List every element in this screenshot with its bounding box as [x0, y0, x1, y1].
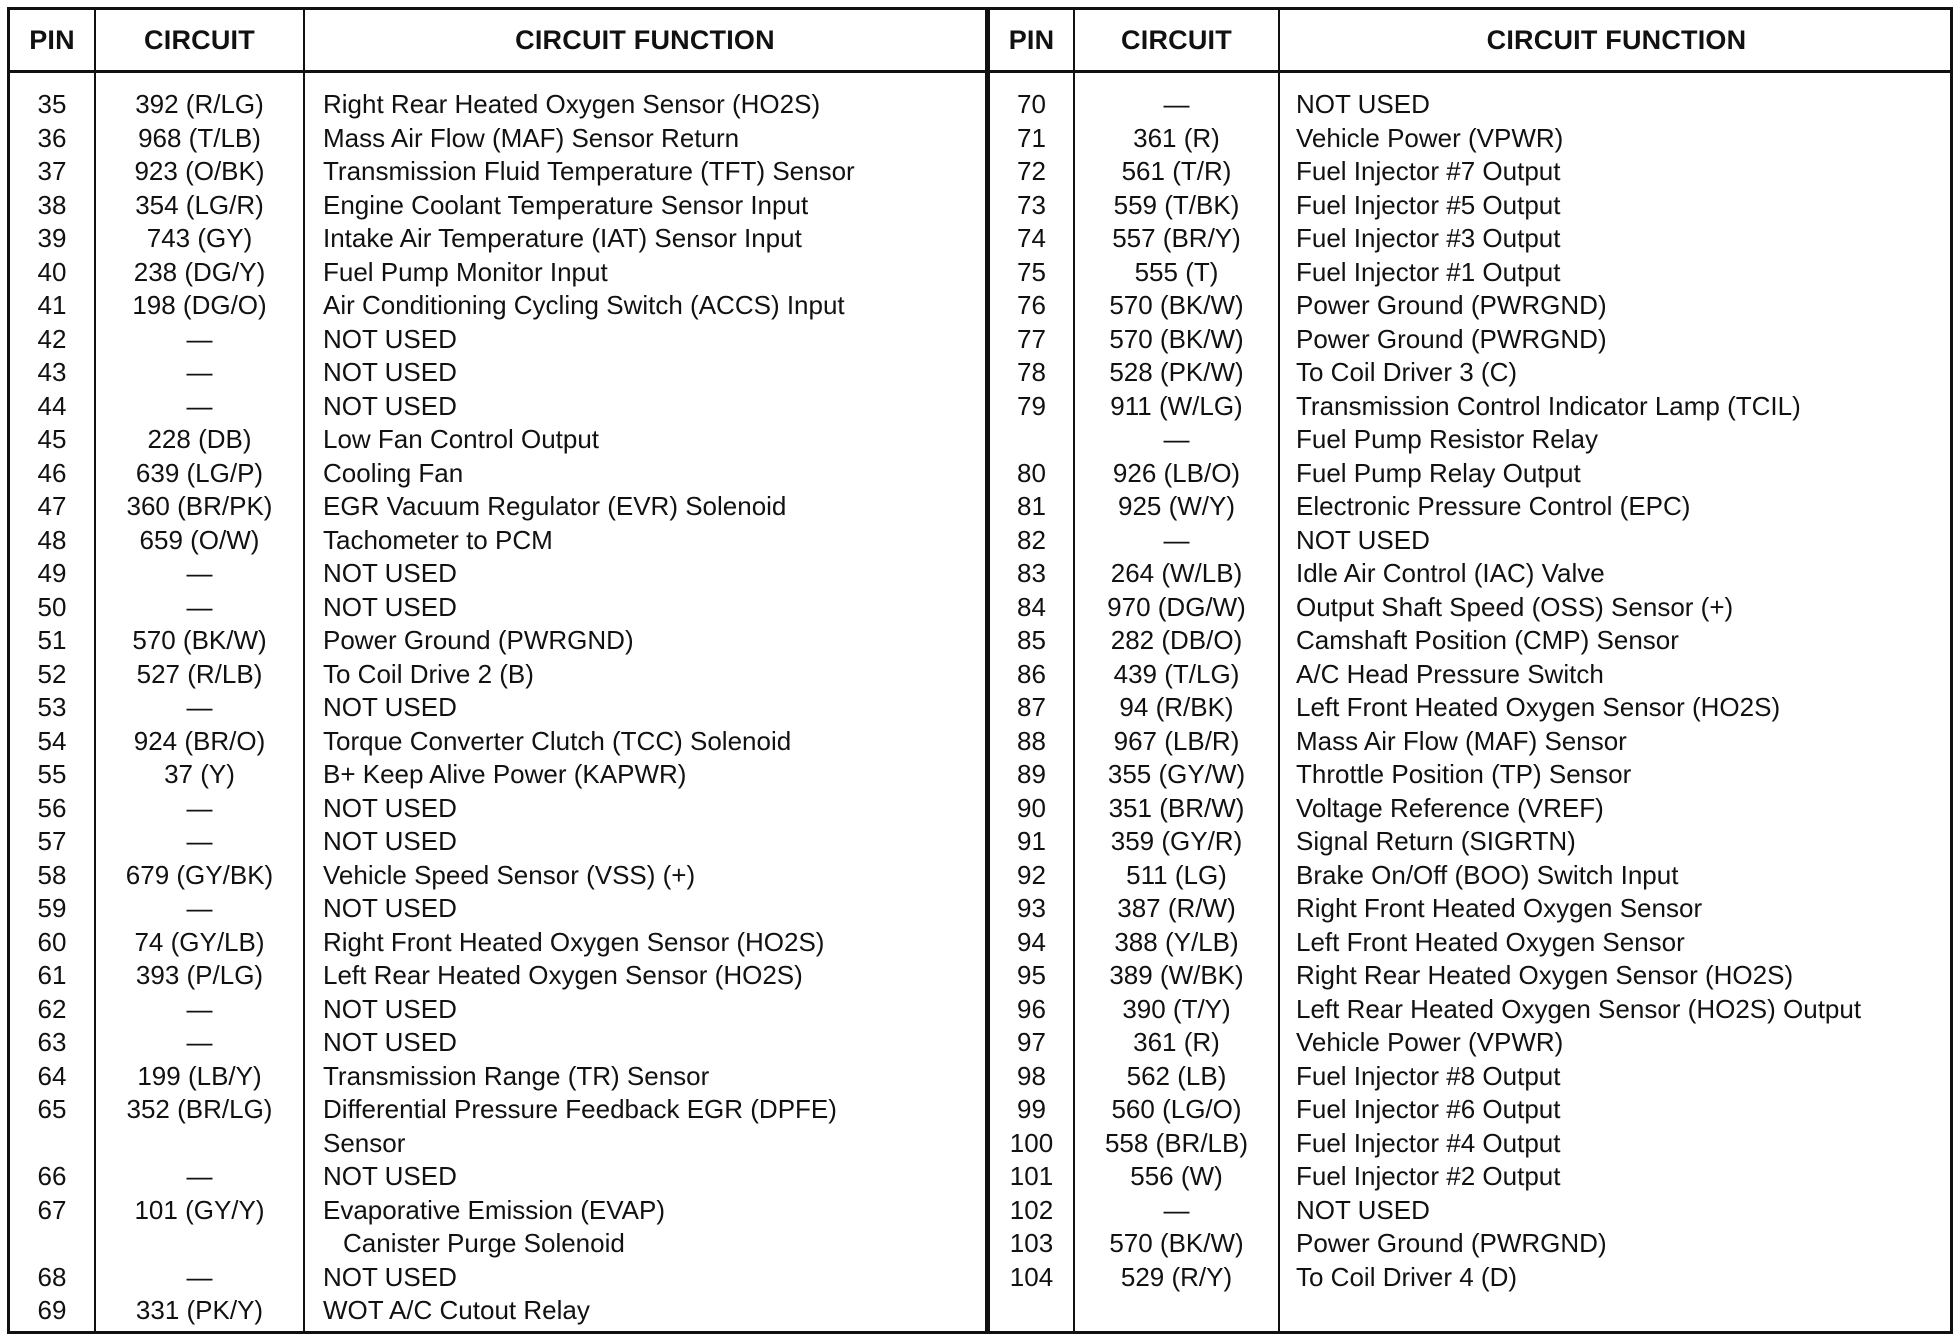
circuit-cell: 359 (GY/R) [1110, 826, 1243, 856]
function-cell: NOT USED [323, 692, 457, 722]
function-cell: To Coil Drive 2 (B) [323, 658, 534, 689]
pin-cell: 57 [37, 826, 67, 856]
circuit-cell: 389 (W/BK) [1109, 960, 1244, 990]
function-cell: Vehicle Power (VPWR) [1296, 1027, 1564, 1057]
pin-cell: 102 [1009, 1194, 1054, 1225]
circuit-cell [96, 1227, 303, 1261]
function-cell: NOT USED [323, 792, 457, 823]
circuit-cell: 743 (GY) [146, 223, 253, 253]
right-function-column [1296, 88, 1951, 1294]
function-cell: Fuel Pump Monitor Input [323, 256, 608, 287]
column-divider [1278, 10, 1280, 1331]
function-cell: NOT USED [323, 993, 457, 1024]
pin-cell: 87 [1017, 692, 1046, 722]
function-cell: NOT USED [323, 323, 457, 354]
circuit-cell: 527 (R/LB) [136, 658, 263, 689]
function-cell: Tachometer to PCM [323, 524, 553, 555]
function-cell: Fuel Pump Resistor Relay [1296, 424, 1598, 454]
circuit-cell: 561 (T/R) [1121, 156, 1232, 186]
circuit-cell: — [186, 792, 213, 823]
circuit-cell: 562 (LB) [1126, 1060, 1227, 1091]
pin-cell: 54 [37, 725, 67, 756]
pin-cell: 41 [37, 290, 67, 320]
function-cell: Camshaft Position (CMP) Sensor [1296, 625, 1679, 655]
pin-cell: 77 [1017, 323, 1046, 354]
circuit-cell: — [186, 1161, 213, 1191]
circuit-cell: 970 (DG/W) [1107, 591, 1246, 622]
pin-cell: 83 [1017, 558, 1046, 588]
function-cell: Right Front Heated Oxygen Sensor [1296, 893, 1703, 923]
header-pin-left: PIN [29, 24, 75, 55]
function-cell: Fuel Pump Relay Output [1296, 457, 1581, 488]
pin-cell: 101 [1009, 1161, 1054, 1191]
function-cell: Canister Purge Solenoid [343, 1228, 625, 1258]
function-cell: Electronic Pressure Control (EPC) [1296, 491, 1691, 521]
pin-cell: 94 [1017, 926, 1046, 957]
header-pin-right: PIN [1008, 24, 1055, 55]
pin-cell: 69 [37, 1295, 67, 1325]
circuit-cell: 511 (LG) [1126, 859, 1227, 890]
pin-cell: 80 [1017, 457, 1046, 488]
circuit-cell: 560 (LG/O) [1111, 1094, 1242, 1124]
pin-cell: 46 [37, 457, 67, 488]
function-cell: Mass Air Flow (MAF) Sensor Return [323, 122, 740, 153]
circuit-cell: 923 (O/BK) [134, 156, 265, 186]
pin-cell: 68 [37, 1261, 67, 1292]
function-cell: Air Conditioning Cycling Switch (ACCS) Input [323, 290, 845, 320]
function-cell: Fuel Injector #8 Output [1296, 1060, 1561, 1091]
circuit-cell: 388 (Y/LB) [1114, 926, 1239, 957]
circuit-cell: 529 (R/Y) [1120, 1261, 1233, 1292]
pin-cell: 91 [1017, 826, 1046, 856]
pin-cell: 47 [37, 491, 67, 521]
circuit-cell: 639 (LG/P) [135, 457, 264, 488]
pin-cell: 98 [1017, 1060, 1046, 1091]
pin-cell: 75 [1017, 256, 1046, 287]
function-cell: B+ Keep Alive Power (KAPWR) [323, 759, 687, 789]
pin-cell: 71 [1017, 122, 1046, 153]
pin-cell: 52 [37, 658, 67, 689]
circuit-cell: 264 (W/LB) [1110, 558, 1243, 588]
function-cell: NOT USED [323, 1027, 457, 1057]
circuit-cell: 659 (O/W) [139, 524, 260, 555]
function-cell: Vehicle Power (VPWR) [1296, 122, 1564, 153]
function-cell: Left Front Heated Oxygen Sensor [1296, 926, 1685, 957]
right-pin-column [990, 88, 1073, 1294]
pin-cell: 48 [37, 524, 67, 555]
circuit-cell: 387 (R/W) [1117, 893, 1236, 923]
circuit-cell: 198 (DG/O) [132, 290, 267, 320]
circuit-cell: — [186, 1261, 213, 1292]
circuit-cell: — [186, 323, 213, 354]
pin-cell: 42 [37, 323, 67, 354]
circuit-cell: 282 (DB/O) [1110, 625, 1243, 655]
circuit-cell: 354 (LG/R) [135, 189, 264, 220]
pin-cell: 72 [1017, 156, 1046, 186]
pin-cell: 70 [1017, 89, 1046, 119]
pin-cell: 53 [37, 692, 67, 722]
pin-cell: 73 [1017, 189, 1046, 220]
circuit-cell: 555 (T) [1134, 256, 1219, 287]
pin-cell: 61 [37, 960, 67, 990]
circuit-cell: 570 (BK/W) [1109, 323, 1244, 354]
circuit-cell: — [186, 1027, 213, 1057]
function-cell: A/C Head Pressure Switch [1296, 658, 1604, 689]
pin-cell [990, 423, 1073, 457]
circuit-cell: 360 (BR/PK) [126, 491, 273, 521]
pin-cell: 35 [37, 89, 67, 119]
right-circuit-column [1075, 88, 1278, 1294]
pin-cell: 85 [1017, 625, 1046, 655]
function-cell: NOT USED [323, 1161, 457, 1191]
pin-cell: 82 [1017, 524, 1046, 555]
circuit-cell: — [186, 390, 213, 421]
pin-cell: 95 [1017, 960, 1046, 990]
circuit-cell: 925 (W/Y) [1117, 491, 1236, 521]
pin-cell: 37 [37, 156, 67, 186]
function-cell: To Coil Driver 3 (C) [1296, 357, 1518, 387]
function-cell: Throttle Position (TP) Sensor [1296, 759, 1632, 789]
function-cell: Left Front Heated Oxygen Sensor (HO2S) [1296, 692, 1781, 722]
function-cell: Engine Coolant Temperature Sensor Input [323, 189, 809, 220]
function-cell: Transmission Range (TR) Sensor [323, 1060, 710, 1091]
function-cell: Left Rear Heated Oxygen Sensor (HO2S) Output [1296, 993, 1862, 1024]
function-cell: Fuel Injector #3 Output [1296, 223, 1561, 253]
function-cell: Intake Air Temperature (IAT) Sensor Input [323, 223, 802, 253]
pin-cell: 74 [1017, 223, 1046, 253]
circuit-cell: 926 (LB/O) [1112, 457, 1241, 488]
pin-cell: 56 [37, 792, 67, 823]
pin-cell: 88 [1017, 725, 1046, 756]
column-divider [303, 10, 305, 1331]
circuit-cell: — [186, 692, 213, 722]
header-function-left: CIRCUIT FUNCTION [515, 24, 775, 55]
circuit-cell: 390 (T/Y) [1122, 993, 1231, 1024]
pin-cell: 64 [37, 1060, 67, 1091]
pin-cell: 86 [1017, 658, 1046, 689]
function-cell: Cooling Fan [323, 457, 464, 488]
circuit-cell: 439 (T/LG) [1113, 658, 1240, 689]
circuit-cell: 228 (DB) [147, 424, 252, 454]
function-cell: Transmission Fluid Temperature (TFT) Sensor [323, 156, 855, 186]
header-circuit-left: CIRCUIT [144, 24, 255, 55]
circuit-cell: — [186, 993, 213, 1024]
pin-cell: 76 [1017, 290, 1046, 320]
circuit-cell: — [1163, 524, 1190, 555]
function-cell: Sensor [323, 1127, 406, 1158]
pin-cell: 93 [1017, 893, 1046, 923]
pin-cell: 40 [37, 256, 67, 287]
function-cell: To Coil Driver 4 (D) [1296, 1261, 1518, 1292]
function-cell: Power Ground (PWRGND) [1296, 290, 1607, 320]
circuit-cell: 570 (BK/W) [1109, 290, 1244, 320]
function-cell: Signal Return (SIGRTN) [1296, 826, 1576, 856]
pin-cell: 81 [1017, 491, 1046, 521]
circuit-cell [96, 1127, 303, 1161]
pin-cell: 89 [1017, 759, 1046, 789]
function-cell: NOT USED [323, 893, 457, 923]
pin-cell: 44 [37, 390, 67, 421]
function-cell: Fuel Injector #7 Output [1296, 156, 1561, 186]
function-cell: NOT USED [323, 591, 457, 622]
pin-cell: 67 [37, 1194, 67, 1225]
circuit-cell: 911 (W/LG) [1110, 390, 1243, 421]
circuit-cell: 331 (PK/Y) [135, 1295, 264, 1325]
header-rule [10, 70, 1950, 73]
circuit-cell: — [1163, 1194, 1190, 1225]
pin-cell: 39 [37, 223, 67, 253]
pin-cell: 36 [37, 122, 67, 153]
pin-cell: 92 [1017, 859, 1046, 890]
circuit-cell: — [186, 591, 213, 622]
circuit-cell: 558 (BR/LB) [1104, 1127, 1249, 1158]
function-cell: NOT USED [323, 558, 457, 588]
left-circuit-column [96, 88, 303, 1328]
circuit-cell: 924 (BR/O) [133, 725, 266, 756]
pin-table [7, 7, 1953, 1334]
function-cell: Left Rear Heated Oxygen Sensor (HO2S) [323, 960, 803, 990]
pin-cell [10, 1227, 94, 1261]
function-cell: Right Front Heated Oxygen Sensor (HO2S) [323, 926, 825, 957]
circuit-cell: 361 (R) [1133, 1027, 1220, 1057]
function-cell: Torque Converter Clutch (TCC) Solenoid [323, 725, 792, 756]
circuit-cell: 355 (GY/W) [1107, 759, 1246, 789]
pin-cell: 38 [37, 189, 67, 220]
circuit-cell: — [186, 558, 213, 588]
circuit-cell: 570 (BK/W) [132, 625, 267, 655]
pin-cell: 55 [37, 759, 67, 789]
function-cell: Voltage Reference (VREF) [1296, 792, 1604, 823]
function-cell: Transmission Control Indicator Lamp (TCIL) [1296, 390, 1801, 421]
pin-cell: 50 [37, 591, 67, 622]
circuit-cell: 556 (W) [1130, 1161, 1223, 1191]
circuit-cell: — [186, 893, 213, 923]
pin-cell: 104 [1009, 1261, 1054, 1292]
pin-cell: 51 [37, 625, 67, 655]
pin-cell: 84 [1017, 591, 1046, 622]
left-pin-column [10, 88, 94, 1328]
circuit-cell: 94 (R/BK) [1119, 692, 1234, 722]
circuit-cell: 101 (GY/Y) [134, 1194, 265, 1225]
circuit-cell: 361 (R) [1133, 122, 1220, 153]
pin-cell: 58 [37, 859, 67, 890]
pin-cell: 60 [37, 926, 67, 957]
function-cell: Fuel Injector #5 Output [1296, 189, 1561, 220]
pin-cell: 99 [1017, 1094, 1046, 1124]
function-cell: NOT USED [1296, 89, 1430, 119]
function-cell: Output Shaft Speed (OSS) Sensor (+) [1296, 591, 1734, 622]
circuit-cell: — [1163, 89, 1190, 119]
function-cell: Vehicle Speed Sensor (VSS) (+) [323, 859, 696, 890]
pin-cell: 78 [1017, 357, 1046, 387]
pin-cell: 90 [1017, 792, 1046, 823]
circuit-cell: 570 (BK/W) [1109, 1228, 1244, 1258]
function-cell: NOT USED [323, 357, 457, 387]
circuit-cell: 351 (BR/W) [1108, 792, 1245, 823]
function-cell: Low Fan Control Output [323, 424, 600, 454]
circuit-cell: 559 (T/BK) [1113, 189, 1240, 220]
function-cell: NOT USED [1296, 1194, 1430, 1225]
pin-cell: 100 [1009, 1127, 1054, 1158]
function-cell: NOT USED [323, 1261, 457, 1292]
pin-cell: 62 [37, 993, 67, 1024]
circuit-cell: 968 (T/LB) [138, 122, 261, 153]
function-cell: Evaporative Emission (EVAP) [323, 1194, 665, 1225]
circuit-cell: 679 (GY/BK) [125, 859, 274, 890]
function-cell: NOT USED [323, 390, 457, 421]
pin-cell: 79 [1017, 390, 1046, 421]
function-cell: Power Ground (PWRGND) [323, 625, 634, 655]
circuit-cell: 199 (LB/Y) [137, 1060, 262, 1091]
function-cell: NOT USED [323, 826, 457, 856]
pin-cell: 63 [37, 1027, 67, 1057]
function-cell: Power Ground (PWRGND) [1296, 1228, 1607, 1258]
function-cell: Power Ground (PWRGND) [1296, 323, 1607, 354]
pin-cell: 65 [37, 1094, 67, 1124]
pin-cell: 66 [37, 1161, 67, 1191]
function-cell: Right Rear Heated Oxygen Sensor (HO2S) [1296, 960, 1794, 990]
function-cell: Fuel Injector #6 Output [1296, 1094, 1561, 1124]
circuit-cell: — [1163, 424, 1190, 454]
pin-cell: 49 [37, 558, 67, 588]
function-cell: Right Rear Heated Oxygen Sensor (HO2S) [323, 89, 821, 119]
circuit-cell: — [186, 357, 213, 387]
circuit-cell: 74 (GY/LB) [134, 926, 265, 957]
circuit-cell: — [186, 826, 213, 856]
pin-cell: 97 [1017, 1027, 1046, 1057]
function-cell: Idle Air Control (IAC) Valve [1296, 558, 1605, 588]
function-cell: Mass Air Flow (MAF) Sensor [1296, 725, 1627, 756]
pin-cell: 59 [37, 893, 67, 923]
pin-cell [10, 1127, 94, 1161]
function-cell: Fuel Injector #2 Output [1296, 1161, 1561, 1191]
pin-cell: 45 [37, 424, 67, 454]
function-cell: Brake On/Off (BOO) Switch Input [1296, 859, 1679, 890]
circuit-cell: 557 (BR/Y) [1112, 223, 1241, 253]
function-cell: Fuel Injector #1 Output [1296, 256, 1561, 287]
function-cell: Fuel Injector #4 Output [1296, 1127, 1561, 1158]
circuit-cell: 352 (BR/LG) [126, 1094, 273, 1124]
left-function-column [323, 88, 983, 1328]
function-cell: EGR Vacuum Regulator (EVR) Solenoid [323, 491, 787, 521]
pin-cell: 96 [1017, 993, 1046, 1024]
function-cell: WOT A/C Cutout Relay [323, 1295, 590, 1325]
function-cell: NOT USED [1296, 524, 1430, 555]
header-circuit-right: CIRCUIT [1121, 24, 1232, 55]
circuit-cell: 37 (Y) [164, 759, 235, 789]
pin-cell: 103 [1009, 1228, 1054, 1258]
circuit-cell: 392 (R/LG) [135, 89, 264, 119]
circuit-cell: 967 (LB/R) [1113, 725, 1240, 756]
circuit-cell: 528 (PK/W) [1109, 357, 1244, 387]
pin-cell: 43 [37, 357, 67, 387]
circuit-cell: 393 (P/LG) [135, 960, 264, 990]
header-function-right: CIRCUIT FUNCTION [1486, 24, 1747, 55]
function-cell: Differential Pressure Feedback EGR (DPFE) [323, 1094, 837, 1124]
circuit-cell: 238 (DG/Y) [133, 256, 266, 287]
